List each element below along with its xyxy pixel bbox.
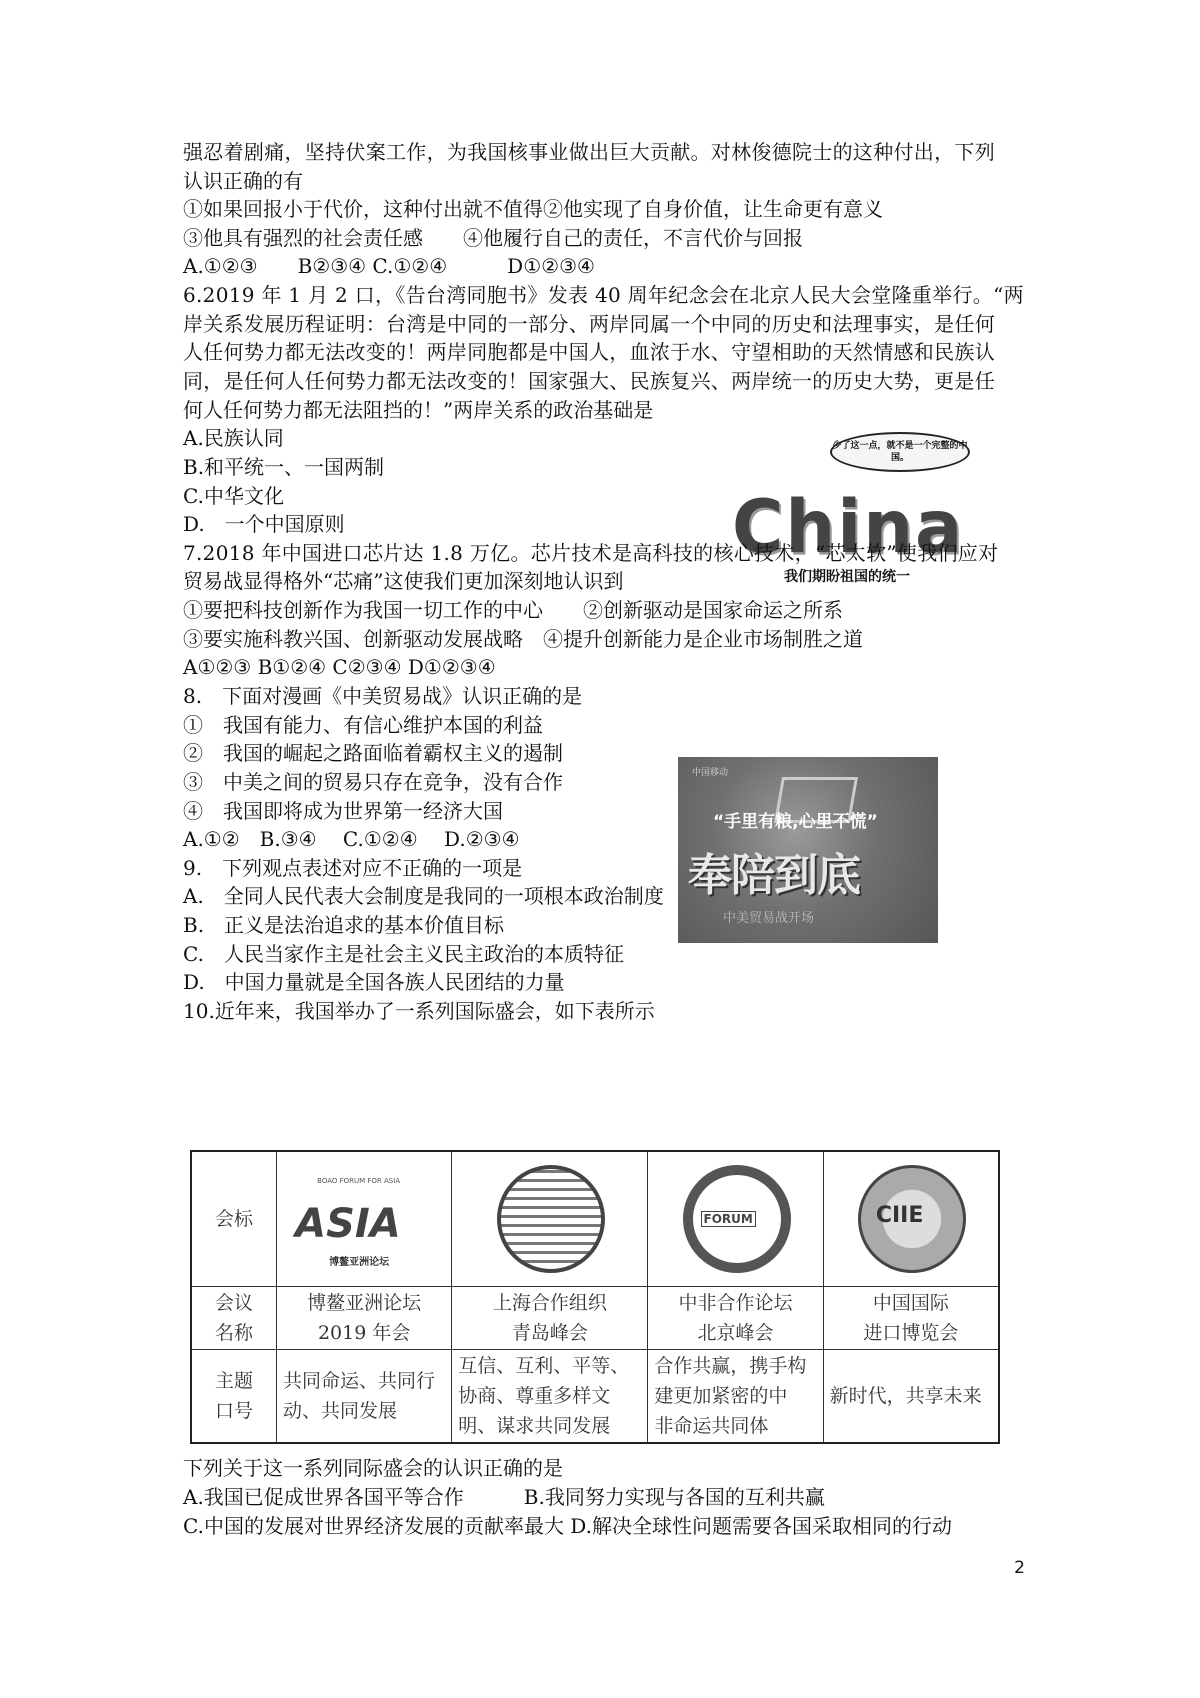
cartoon-subtitle: 中美贸易战开场 (723, 911, 815, 926)
theme-cell-2: 互信、互利、平等、 协商、尊重多样文 明、谋求共同发展 (452, 1350, 648, 1444)
cartoon-caption: 我们期盼祖国的统一 (784, 569, 910, 585)
focac-logo: FORUM (661, 1159, 811, 1279)
page-number: 2 (1014, 1558, 1025, 1578)
theme-cell-4: 新时代，共享未来 (823, 1350, 999, 1444)
q8-stem: 8. 下面对漫画《中美贸易战》认识正确的是 (183, 684, 583, 708)
q10-options-ab: A.我国已促成世界各国平等合作 B.我同努力实现与各国的互利共赢 (183, 1485, 825, 1509)
q9-option-c: C. 人民当家作主是社会主义民主政治的本质特征 (183, 942, 624, 966)
theme-cell-1: 共同命运、共同行 动、共同发展 (277, 1350, 452, 1444)
q10-stem: 10.近年来，我国举办了一系列国际盛会，如下表所示 (183, 999, 655, 1023)
table-row-logo (191, 1151, 999, 1287)
sco-logo-cell (452, 1151, 648, 1287)
cartoon-quote: “手里有粮,心里不慌” (713, 812, 878, 832)
q6-option-b: B.和平统一、一国两制 (183, 455, 385, 479)
focac-logo-cell (648, 1151, 823, 1287)
table-row-theme (191, 1350, 999, 1444)
name-cell-2: 上海合作组织 青岛峰会 (452, 1287, 648, 1350)
boao-forum-logo: BOAO FORUM FOR ASIA ASIA 博鳌亚洲论坛 (295, 1177, 401, 1268)
theme-cell-3: 合作共赢，携手构 建更加紧密的中 非命运共同体 (648, 1350, 823, 1444)
cartoon-logo: 中国移动 (692, 768, 729, 778)
asia-forum-logo-cell (277, 1151, 452, 1287)
cartoon-china-word: China (732, 483, 965, 571)
thought-bubble: 少了这一点，就不是一个完整的中国。 (830, 432, 970, 472)
q6-line-3: 人任何势力都无法改变的！两岸同胞都是中国人，血浓于水、守望相助的天然情感和民族认 (183, 340, 995, 364)
q5-line-2: 认识正确的有 (183, 169, 303, 193)
row-header-logo: 会标 (191, 1151, 277, 1287)
q6-option-a: A.民族认同 (183, 426, 284, 450)
q10-question: 下列关于这一系列同际盛会的认识正确的是 (183, 1456, 563, 1480)
row-header-theme: 主题 口号 (191, 1350, 277, 1444)
q8-item-3: ③ 中美之间的贸易只存在竞争，没有合作 (183, 770, 563, 794)
q6-option-c: C.中华文化 (183, 484, 284, 508)
conference-table (190, 1150, 1000, 1444)
q6-line-2: 岸关系发展历程证明：台湾是中同的一部分、两岸同属一个中同的历史和法理事实，是任何 (183, 312, 995, 336)
q8-item-4: ④ 我国即将成为世界第一经济大国 (183, 799, 503, 823)
name-cell-1: 博鳌亚洲论坛 2019 年会 (277, 1287, 452, 1350)
q9-option-a: A. 全同人民代表大会制度是我同的一项根本政治制度 (183, 884, 664, 908)
q7-line-1: 7.2018 年中国进口芯片达 1.8 万亿。芯片技术是高科技的核心技术，“芯太软”使我们应对 (183, 541, 999, 565)
q7-answer-choices: A①②③ B①②④ C②③④ D①②③④ (183, 655, 496, 679)
q7-line-2: 贸易战显得格外“芯痛”这使我们更加深刻地认识到 (183, 569, 624, 593)
q7-option-line-1: ①要把科技创新作为我国一切工作的中心 ②创新驱动是国家命运之所系 (183, 598, 843, 622)
ciie-logo: CIIE (836, 1159, 986, 1279)
q5-answer-choices: A.①②③ B②③④ C.①②④ D①②③④ (183, 254, 595, 278)
globe-icon (497, 1165, 605, 1273)
q6-line-5: 何人任何势力都无法阻挡的！”两岸关系的政治基础是 (183, 398, 654, 422)
q6-line-1: 6.2019 年 1 月 2 口，《告台湾同胞书》发表 40 周年纪念会在北京人民大会堂隆重举行。“两 (183, 283, 1024, 307)
q8-item-1: ① 我国有能力、有信心维护本国的利益 (183, 713, 543, 737)
q6-line-4: 同，是任何人任何势力都无法改变的！国家强大、民族复兴、两岸统一的历史大势，更是任 (183, 369, 995, 393)
q9-stem: 9. 下列观点表述对应不正确的一项是 (183, 856, 523, 880)
q8-answer-choices: A.①② B.③④ C.①②④ D.②③④ (183, 827, 520, 851)
q5-option-line-2: ③他具有强烈的社会责任感 ④他履行自己的责任，不言代价与回报 (183, 226, 803, 250)
name-cell-4: 中国国际 进口博览会 (823, 1287, 999, 1350)
q9-option-b: B. 正义是法治追求的基本价值目标 (183, 913, 505, 937)
q5-option-line-1: ①如果回报小于代价，这种付出就不值得②他实现了自身价值，让生命更有意义 (183, 197, 883, 221)
q7-option-line-2: ③要实施科教兴国、创新驱动发展战略 ④提升创新能力是企业市场制胜之道 (183, 627, 863, 651)
name-cell-3: 中非合作论坛 北京峰会 (648, 1287, 823, 1350)
ciie-logo-cell (823, 1151, 999, 1287)
q8-item-2: ② 我国的崛起之路面临着霸权主义的遏制 (183, 741, 563, 765)
row-header-name: 会议 名称 (191, 1287, 277, 1350)
q9-option-d: D. 中国力量就是全国各族人民团结的力量 (183, 970, 565, 994)
trade-war-cartoon (678, 757, 938, 943)
q5-line-1: 强忍着剧痛，坚持伏案工作，为我国核事业做出巨大贡献。对林俊德院士的这种付出，下列 (183, 140, 995, 164)
q6-option-d: D. 一个中国原则 (183, 512, 345, 536)
cartoon-headline: 奉陪到底 (688, 850, 860, 901)
sco-logo (475, 1159, 625, 1279)
q10-options-cd: C.中国的发展对世界经济发展的贡献率最大 D.解决全球性问题需要各国采取相同的行动 (183, 1514, 952, 1538)
table-row-name (191, 1287, 999, 1350)
